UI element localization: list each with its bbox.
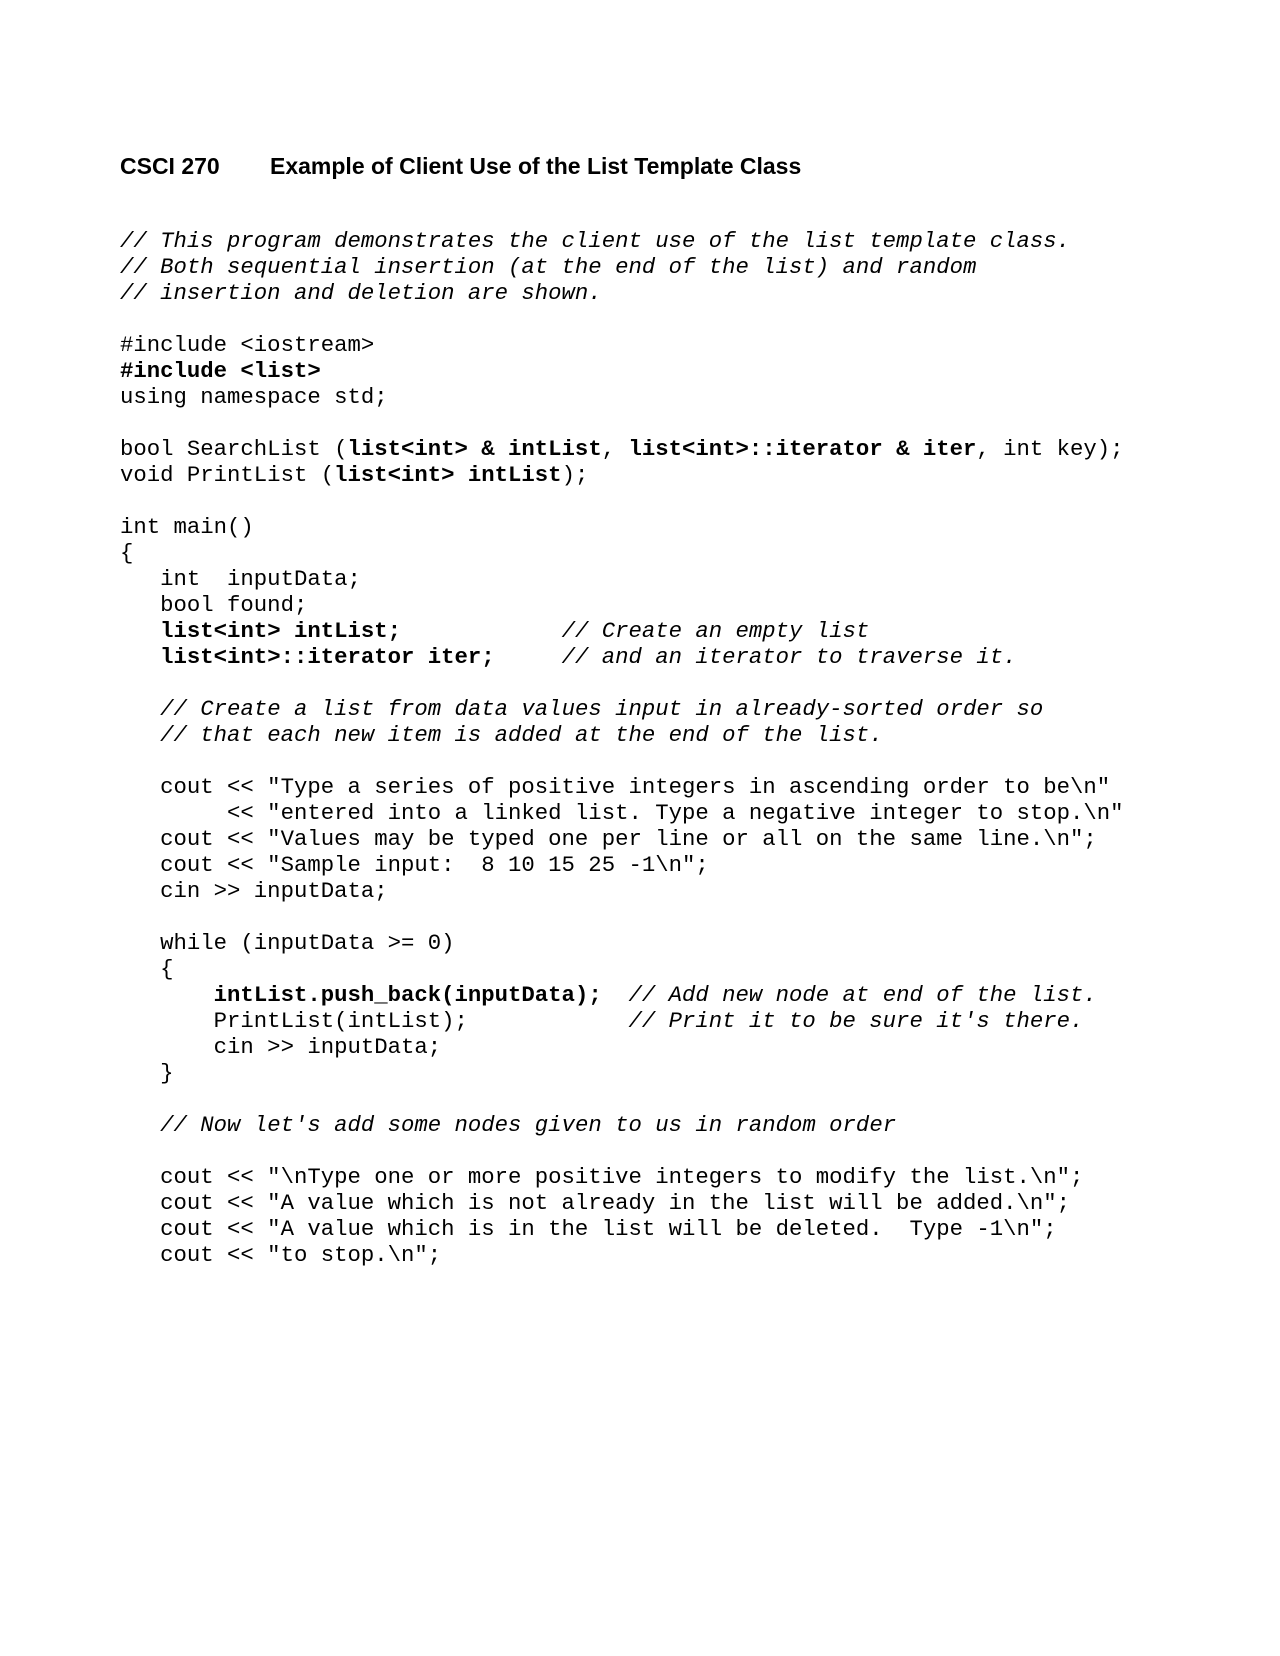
code-line [120, 644, 1124, 670]
blank-line [120, 1138, 1124, 1164]
code-line [120, 1112, 1124, 1138]
code-line [120, 618, 1124, 644]
code-line [120, 462, 1124, 488]
code-text: cout << "Type a series of positive integers in ascending order to be\n" [120, 774, 1111, 800]
code-line [120, 852, 1124, 878]
code-bold-text: list<int>::iterator & iter [628, 436, 977, 462]
code-line [120, 514, 1124, 540]
code-text: { [120, 956, 174, 982]
code-line [120, 1034, 1124, 1060]
blank-line [120, 306, 1124, 332]
code-text: cin >> inputData; [120, 878, 388, 904]
code-line [120, 280, 1124, 306]
code-line [120, 1242, 1124, 1268]
code-line [120, 540, 1124, 566]
blank-line [120, 488, 1124, 514]
blank-line [120, 410, 1124, 436]
code-comment: // This program demonstrates the client use of the list template class. [120, 228, 1071, 254]
code-comment: // Both sequential insertion (at the end of the list) and random [120, 254, 977, 280]
blank-line [120, 670, 1124, 696]
code-line [120, 436, 1124, 462]
document-title: Example of Client Use of the List Template Class [270, 153, 802, 179]
code-comment: // Add new node at end of the list. [628, 982, 1097, 1008]
code-text: bool found; [120, 592, 308, 618]
code-line [120, 826, 1124, 852]
code-line [120, 228, 1124, 254]
code-text [602, 982, 629, 1008]
code-bold-text: list<int> intList; [160, 618, 402, 644]
code-text: cout << "to stop.\n"; [120, 1242, 442, 1268]
code-text: cout << "Values may be typed one per line or all on the same line.\n"; [120, 826, 1097, 852]
code-line [120, 358, 1124, 384]
code-line [120, 1190, 1124, 1216]
code-text [120, 644, 160, 670]
code-text: void PrintList ( [120, 462, 335, 488]
blank-line [120, 904, 1124, 930]
code-text: int inputData; [120, 566, 361, 592]
code-text: PrintList(intList); [120, 1008, 629, 1034]
code-text: cout << "\nType one or more positive integers to modify the list.\n"; [120, 1164, 1084, 1190]
code-comment: // Print it to be sure it's there. [628, 1008, 1084, 1034]
code-bold-text: intList.push_back(inputData); [213, 982, 602, 1008]
code-text: , int key); [976, 436, 1124, 462]
page-title [120, 150, 801, 182]
code-text: { [120, 540, 134, 566]
code-text: cout << "Sample input: 8 10 15 25 -1\n"; [120, 852, 709, 878]
code-text [495, 644, 562, 670]
code-listing [120, 228, 1124, 1268]
code-text [401, 618, 562, 644]
code-text: ); [561, 462, 589, 488]
code-line [120, 800, 1124, 826]
code-line [120, 332, 1124, 358]
code-line [120, 1164, 1124, 1190]
code-text [120, 722, 160, 748]
code-bold-text: #include <list> [120, 358, 321, 384]
code-line [120, 592, 1124, 618]
code-text: using namespace std; [120, 384, 388, 410]
code-line [120, 1008, 1124, 1034]
code-line [120, 254, 1124, 280]
code-comment: // that each new item is added at the end of the list. [160, 722, 883, 748]
code-line [120, 982, 1124, 1008]
code-text [120, 1112, 160, 1138]
code-text [120, 618, 160, 644]
code-comment: // Create a list from data values input in already-sorted order so [160, 696, 1044, 722]
code-text: while (inputData >= 0) [120, 930, 455, 956]
code-text: int main() [120, 514, 254, 540]
code-text: cout << "A value which is in the list will be deleted. Type -1\n"; [120, 1216, 1057, 1242]
code-line [120, 384, 1124, 410]
code-comment: // Create an empty list [561, 618, 870, 644]
code-text: cin >> inputData; [120, 1034, 442, 1060]
code-text [120, 696, 160, 722]
course-number: CSCI 270 [120, 153, 220, 179]
code-line [120, 1060, 1124, 1086]
code-bold-text: list<int> & intList [347, 436, 602, 462]
code-line [120, 1216, 1124, 1242]
code-text: , [601, 436, 629, 462]
code-text [120, 982, 214, 1008]
code-bold-text: list<int> intList [334, 462, 562, 488]
code-line [120, 566, 1124, 592]
code-line [120, 722, 1124, 748]
code-text: bool SearchList ( [120, 436, 348, 462]
code-line [120, 696, 1124, 722]
code-line [120, 774, 1124, 800]
code-line [120, 930, 1124, 956]
blank-line [120, 1086, 1124, 1112]
code-line [120, 878, 1124, 904]
code-bold-text: list<int>::iterator iter; [160, 644, 495, 670]
code-comment: // and an iterator to traverse it. [561, 644, 1017, 670]
code-comment: // Now let's add some nodes given to us in random order [160, 1112, 897, 1138]
code-comment: // insertion and deletion are shown. [120, 280, 602, 306]
code-text: #include <iostream> [120, 332, 375, 358]
blank-line [120, 748, 1124, 774]
code-text: << "entered into a linked list. Type a negative integer to stop.\n" [120, 800, 1124, 826]
code-text: cout << "A value which is not already in the list will be added.\n"; [120, 1190, 1071, 1216]
code-line [120, 956, 1124, 982]
code-text: } [120, 1060, 174, 1086]
